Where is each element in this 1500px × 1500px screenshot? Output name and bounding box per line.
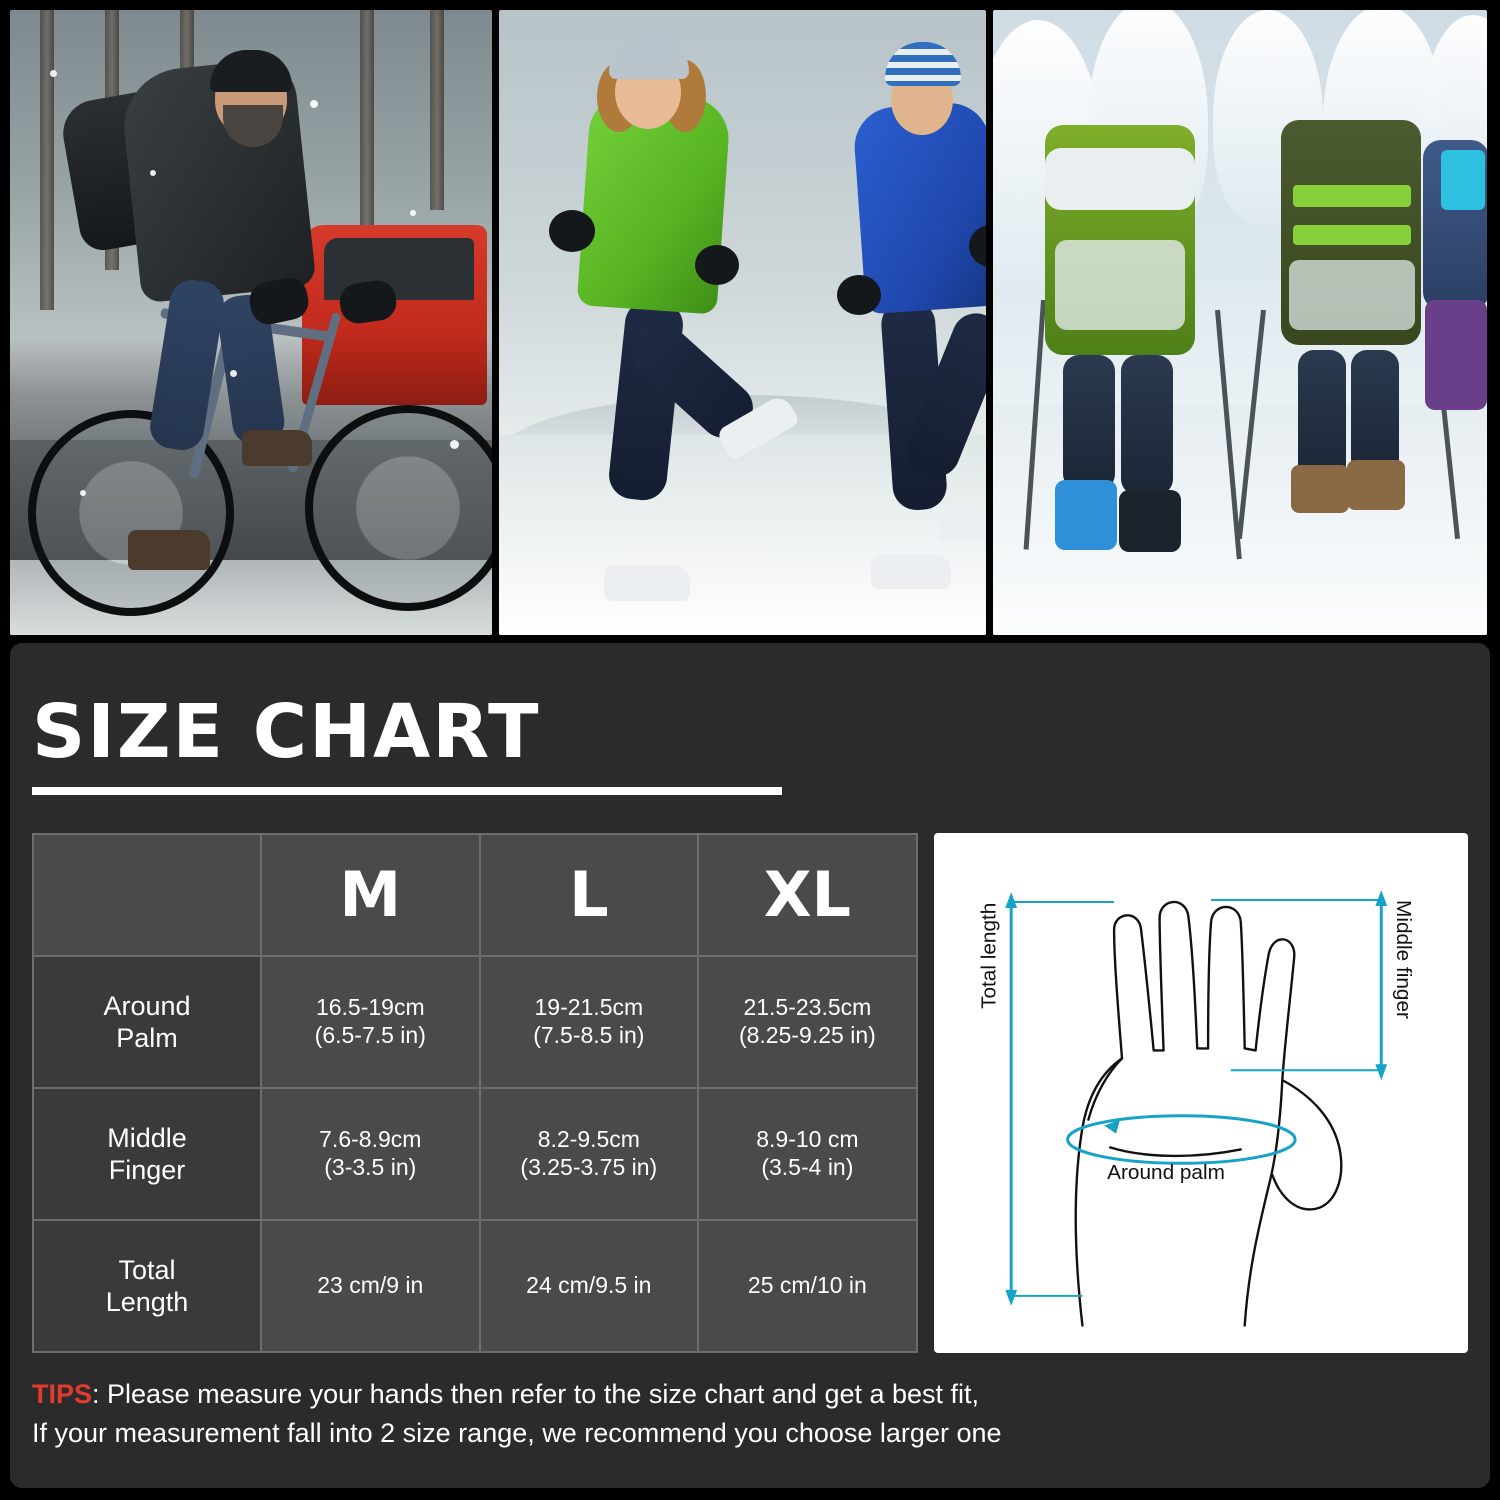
tips-text xyxy=(32,1375,1468,1453)
tips-separator: : xyxy=(92,1379,108,1409)
label-around-palm: Around palm xyxy=(1106,1161,1225,1185)
cell-value-main: 7.6-8.9cm xyxy=(319,1126,422,1153)
cyclist-boot xyxy=(128,530,210,570)
size-header-xl: XL xyxy=(698,834,917,956)
cell-value-main: 19-21.5cm xyxy=(534,994,644,1021)
hiker-leg xyxy=(1298,350,1346,480)
cell-value-main: 24 cm/9.5 in xyxy=(526,1272,652,1299)
backpack-item xyxy=(1441,150,1485,210)
label-middle-finger: Middle finger xyxy=(1391,900,1415,1019)
hiker-leg xyxy=(1121,355,1173,495)
cell-value-main: 23 cm/9 in xyxy=(317,1272,424,1299)
cell-value-sub: (7.5-8.5 in) xyxy=(533,1022,645,1048)
label-total-length: Total length xyxy=(977,902,1001,1009)
backpack-strap xyxy=(1293,225,1411,245)
cell-total-length-l xyxy=(480,1220,699,1352)
cell-value-main: 21.5-23.5cm xyxy=(743,994,872,1021)
hiker-leg xyxy=(1351,350,1399,475)
backpack-snow xyxy=(1289,260,1415,330)
snowflake xyxy=(450,440,459,449)
tree-trunk xyxy=(40,10,54,310)
middle-finger-measure-line xyxy=(1211,890,1387,1080)
hiker-gaiter xyxy=(1119,490,1181,552)
tips-line2: If your measurement fall into 2 size range, we recommend you choose larger one xyxy=(32,1418,1002,1449)
snowflake xyxy=(150,170,156,176)
tree-trunk xyxy=(360,10,374,250)
table-header-row xyxy=(33,834,917,956)
size-header-l: L xyxy=(480,834,699,956)
runner-glove xyxy=(695,245,739,285)
size-header-m: M xyxy=(261,834,480,956)
row-label-line1: Around xyxy=(103,990,191,1021)
backpack-snow-cover xyxy=(1045,148,1195,210)
snowflake xyxy=(50,70,57,77)
table-row xyxy=(33,1220,917,1352)
snowflake xyxy=(310,100,318,108)
title-underline xyxy=(32,787,782,795)
hiker-leg xyxy=(1063,355,1115,490)
row-label-line1: Middle xyxy=(107,1122,187,1153)
cell-value-main: 8.2-9.5cm xyxy=(537,1126,640,1153)
winter-runners-photo xyxy=(499,10,986,635)
backpack-snow xyxy=(1055,240,1185,330)
cell-value-sub: (3-3.5 in) xyxy=(324,1154,417,1180)
chart-body xyxy=(32,833,1468,1353)
hiker-jacket xyxy=(1425,300,1487,410)
cell-value-sub: (6.5-7.5 in) xyxy=(314,1022,426,1048)
row-label-line2: Palm xyxy=(116,1023,178,1053)
total-length-measure-line xyxy=(1005,892,1114,1306)
hiker-boot xyxy=(1291,465,1349,513)
hand-measurement-diagram xyxy=(934,833,1468,1353)
cell-value-sub: (3.25-3.75 in) xyxy=(520,1154,658,1180)
cell-around-palm-l xyxy=(480,956,699,1088)
cell-value-main: 8.9-10 cm xyxy=(756,1126,859,1153)
size-chart-panel xyxy=(10,643,1490,1488)
snowflake xyxy=(410,210,416,216)
photo-strip xyxy=(10,10,1490,635)
row-label-line1: Total xyxy=(118,1254,176,1285)
backpack-strap xyxy=(1293,185,1411,207)
row-label-line2: Length xyxy=(105,1287,189,1317)
row-label-total-length xyxy=(33,1220,261,1352)
winter-cyclist-photo xyxy=(10,10,492,635)
cell-total-length-m xyxy=(261,1220,480,1352)
row-label-around-palm xyxy=(33,956,261,1088)
cell-value-main: 16.5-19cm xyxy=(315,994,425,1021)
tips-keyword: TIPS xyxy=(32,1379,93,1409)
runner-shoe xyxy=(604,565,690,601)
cyclist-boot xyxy=(242,430,312,466)
table-row xyxy=(33,956,917,1088)
cell-total-length-xl xyxy=(698,1220,917,1352)
header-blank-cell xyxy=(33,834,261,956)
row-label-middle-finger xyxy=(33,1088,261,1220)
row-label-line2: Finger xyxy=(108,1155,186,1185)
hiker-gaiter xyxy=(1055,480,1117,550)
snowflake xyxy=(230,370,237,377)
hand-diagram-svg xyxy=(934,833,1468,1353)
tree-trunk xyxy=(430,10,444,210)
cell-middle-finger-xl xyxy=(698,1088,917,1220)
hiker-boot xyxy=(1347,460,1405,510)
cell-middle-finger-m xyxy=(261,1088,480,1220)
hand-outline xyxy=(1075,902,1341,1326)
winter-hikers-photo xyxy=(993,10,1487,635)
cell-around-palm-m xyxy=(261,956,480,1088)
snowflake xyxy=(80,490,86,496)
runner-glove xyxy=(549,210,595,252)
cell-middle-finger-l xyxy=(480,1088,699,1220)
cell-around-palm-xl xyxy=(698,956,917,1088)
cell-value-sub: (3.5-4 in) xyxy=(761,1154,854,1180)
tips-line1: Please measure your hands then refer to the size chart and get a best fit, xyxy=(107,1379,980,1409)
runner-shoe xyxy=(871,555,951,589)
runner-shoe xyxy=(939,505,986,541)
cell-value-main: 25 cm/10 in xyxy=(747,1272,867,1299)
size-table xyxy=(32,833,918,1353)
page-title: SIZE CHART xyxy=(32,689,541,775)
runner-glove xyxy=(837,275,881,315)
cell-value-sub: (8.25-9.25 in) xyxy=(738,1022,876,1048)
table-row xyxy=(33,1088,917,1220)
